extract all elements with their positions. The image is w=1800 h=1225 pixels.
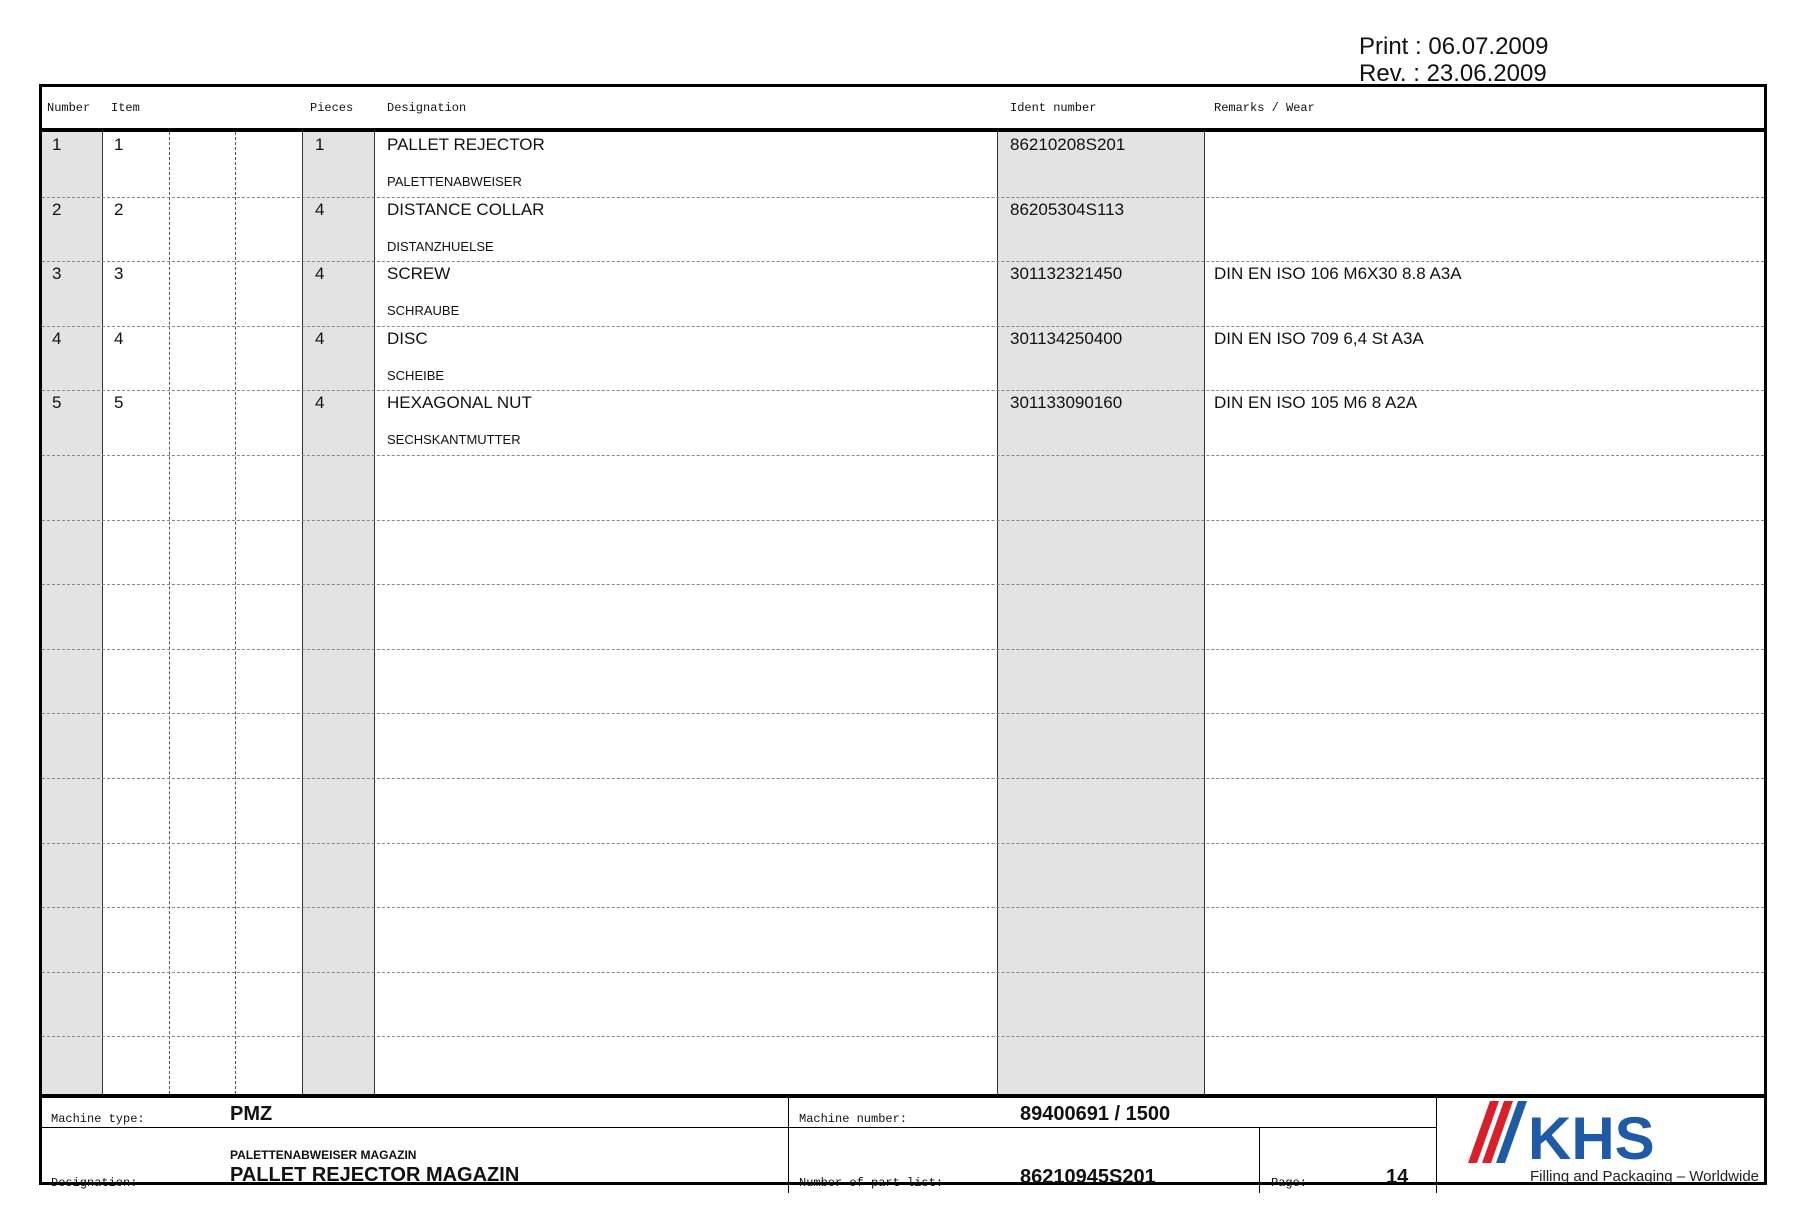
khs-logo-text: KHS [1528,1105,1655,1172]
row-separator [42,713,1764,714]
cell-item: 1 [114,135,124,154]
revision-date: Rev. : 23.06.2009 [1359,60,1547,87]
part-list-value: 86210945S201 [1020,1166,1156,1188]
designation-label: Designation: [51,1176,138,1190]
table-header [42,87,1764,132]
footer-divider [1259,1127,1260,1193]
row-separator [42,584,1764,585]
column-divider [374,132,375,1094]
cell-ident-number: 301134250400 [1010,328,1123,348]
header-item: Item [111,101,140,115]
number-column-shade [42,132,102,1094]
cell-item: 4 [114,328,124,348]
cell-remarks: DIN EN ISO 105 M6 8 A2A [1214,393,1418,413]
khs-logo-tagline: Filling and Packaging – Worldwide [1530,1168,1760,1185]
cell-designation: PALLET REJECTOR [387,135,545,154]
cell-pieces: 4 [315,199,325,219]
column-divider [169,132,170,1094]
designation-de-value: PALETTENABWEISER MAGAZIN [230,1148,417,1162]
header-remarks: Remarks / Wear [1214,101,1315,115]
designation-value: PALLET REJECTOR MAGAZIN [230,1164,520,1186]
header-pieces: Pieces [310,101,354,115]
cell-item: 5 [114,393,124,413]
cell-designation: DISTANCE COLLAR [387,199,545,219]
print-date: Print : 06.07.2009 [1359,33,1549,60]
row-separator [42,972,1764,973]
cell-number: 2 [52,199,62,219]
cell-number: 1 [52,135,62,154]
row-separator [42,778,1764,779]
khs-logo [1460,1101,1764,1187]
cell-remarks: DIN EN ISO 106 M6X30 8.8 A3A [1214,264,1462,284]
column-divider [1204,132,1205,1094]
cell-designation: HEXAGONAL NUT [387,393,532,413]
row-separator [42,455,1764,456]
cell-ident-number: 301132321450 [1010,264,1123,284]
page-label: Page: [1271,1176,1308,1190]
table-body [42,132,1764,1094]
machine-type-label: Machine type: [51,1112,145,1126]
cell-designation-german: SCHEIBE [387,367,445,383]
cell-ident-number: 86205304S113 [1010,199,1125,219]
header-designation: Designation [387,101,467,115]
title-block [42,1094,1764,1190]
row-separator [42,261,1764,262]
cell-remarks: DIN EN ISO 709 6,4 St A3A [1214,328,1424,348]
cell-item: 3 [114,264,124,284]
cell-designation-german: DISTANZHUELSE [387,238,494,254]
cell-ident-number: 86210208S201 [1010,135,1126,154]
cell-number: 4 [52,328,62,348]
cell-ident-number: 301133090160 [1010,393,1123,413]
row-separator [42,1036,1764,1037]
cell-designation-german: SECHSKANTMUTTER [387,432,521,448]
row-separator [42,649,1764,650]
column-divider [997,132,998,1094]
row-separator [42,907,1764,908]
print-info [1359,33,1548,87]
parts-list-sheet [39,84,1767,1190]
column-divider [235,132,236,1094]
cell-pieces: 4 [315,264,325,284]
footer-divider [42,1127,1436,1128]
cell-pieces: 4 [315,328,325,348]
cell-item: 2 [114,199,124,219]
footer-divider [1436,1098,1437,1193]
pieces-column-shade [302,132,374,1094]
row-separator [42,326,1764,327]
column-divider [302,132,303,1094]
machine-number-value: 89400691 / 1500 [1020,1103,1171,1125]
page-number: 14 [1386,1166,1409,1188]
row-separator [42,843,1764,844]
row-separator [42,197,1764,198]
cell-designation-german: SCHRAUBE [387,303,460,319]
header-ident-number: Ident number [1010,101,1097,115]
machine-type-value: PMZ [230,1103,273,1125]
footer-divider [788,1098,789,1193]
cell-designation: DISC [387,328,428,348]
row-separator [42,520,1764,521]
row-separator [42,390,1764,391]
cell-pieces: 4 [315,393,325,413]
machine-number-label: Machine number: [799,1112,908,1126]
column-divider [102,132,103,1094]
cell-designation-german: PALETTENABWEISER [387,174,522,189]
cell-designation: SCREW [387,264,451,284]
khs-logo-stripes [1468,1101,1527,1163]
part-list-label: Number of part list: [799,1176,944,1190]
cell-number: 5 [52,393,62,413]
cell-number: 3 [52,264,62,284]
header-number: Number [47,101,91,115]
cell-pieces: 1 [315,135,325,154]
